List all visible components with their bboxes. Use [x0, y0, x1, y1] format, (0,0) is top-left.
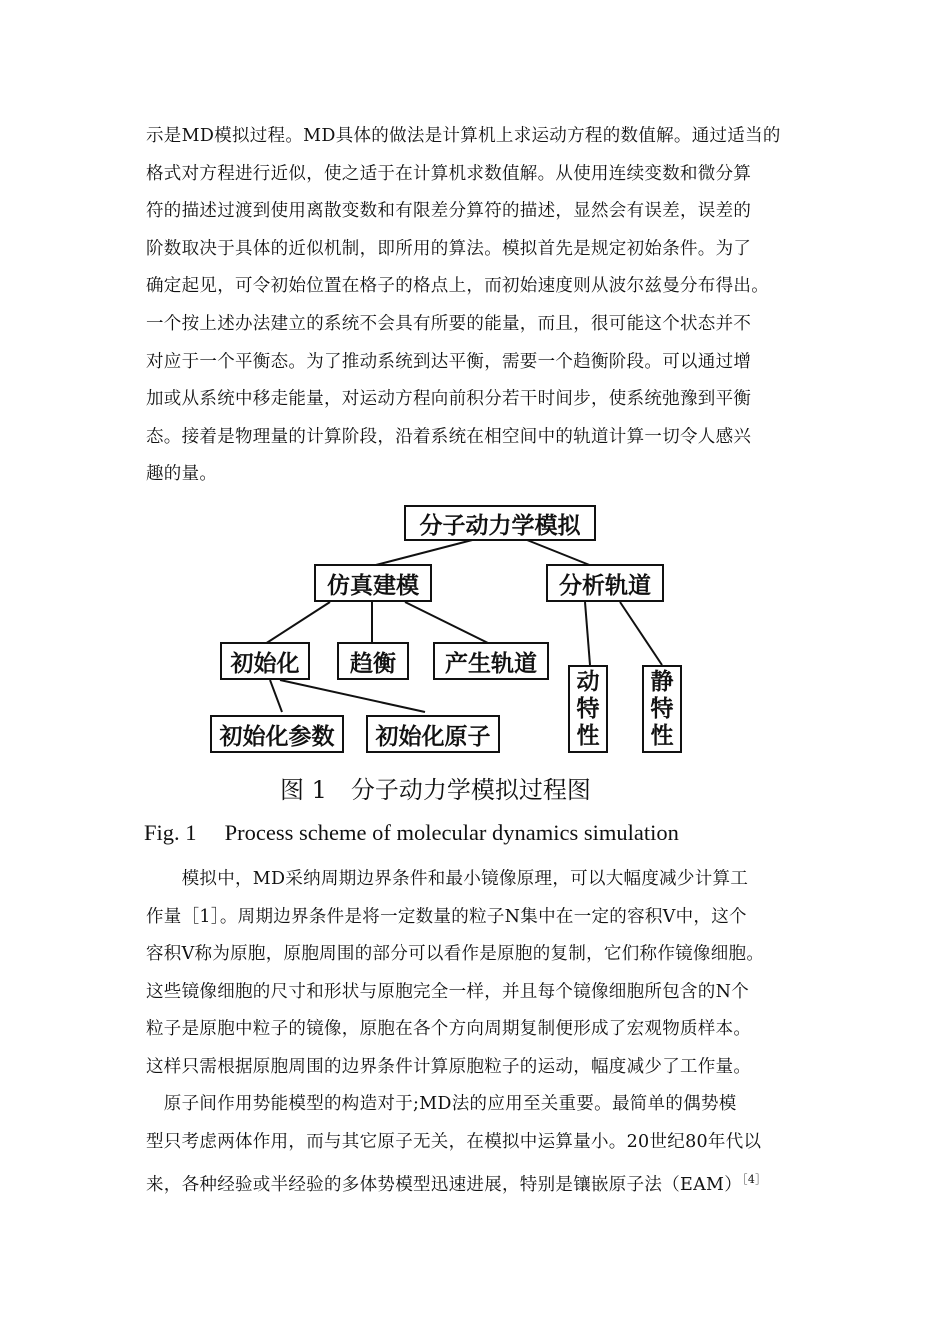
node-dynamic-properties [568, 665, 608, 753]
text-line: 态。接着是物理量的计算阶段，沿着系统在相空间中的轨道计算一切令人感兴 [146, 426, 752, 447]
node-static-properties [642, 665, 682, 753]
text-line: 原子间作用势能模型的构造对于;MD法的应用至关重要。最简单的偶势模 [146, 1094, 737, 1114]
text-line: 格式对方程进行近似，使之适于在计算机求数值解。从使用连续变数和微分算 [146, 163, 752, 184]
text-line: 容积V称为原胞，原胞周围的部分可以看作是原胞的复制，它们称作镜像细胞。 [146, 944, 765, 965]
text-line: 确定起见，可令初始位置在格子的格点上，而初始速度则从波尔兹曼分布得出。 [146, 276, 769, 297]
node-simulation-modeling [314, 564, 432, 602]
figure-caption-cn: 图 1 分子动力学模拟过程图 [280, 776, 591, 804]
paragraph-potential-models [146, 1086, 808, 1205]
connector-analysis-static [620, 602, 662, 665]
flowchart-figure [200, 497, 700, 759]
node-trajectory-analysis [546, 564, 664, 602]
node-label: 初始化 [230, 650, 300, 677]
connector-init-params [270, 680, 282, 712]
node-label: 分子动力学模拟 [419, 512, 581, 539]
node-label: 初始化原子 [375, 723, 491, 750]
connector-sim-traj [405, 602, 490, 644]
connector-root-sim [372, 538, 480, 566]
text-line: 阶数取决于具体的近似机制，即所用的算法。模拟首先是规定初始条件。为了 [146, 238, 752, 259]
text-line: 对应于一个平衡态。为了推动系统到达平衡，需要一个趋衡阶段。可以通过增 [146, 351, 752, 372]
node-label: 仿真建模 [327, 572, 419, 599]
node-label: 特 [650, 695, 674, 722]
connector-root-analysis [522, 538, 592, 566]
paragraph-md-process [146, 118, 808, 494]
connector-analysis-dynamic [585, 602, 590, 665]
connector-sim-init [265, 602, 330, 644]
text-line: 粒子是原胞中粒子的镜像，原胞在各个方向周期复制便形成了宏观物质样本。 [146, 1019, 752, 1040]
text-line: 模拟中，MD采纳周期边界条件和最小镜像原理，可以大幅度减少计算工 [146, 869, 749, 889]
node-label: 初始化参数 [219, 723, 335, 750]
text-line: 示是MD模拟过程。MD具体的做法是计算机上求运动方程的数值解。通过适当的 [146, 126, 781, 146]
node-md-simulation [404, 505, 596, 541]
citation-superscript: ［4］ [742, 1173, 767, 1187]
node-label: 性 [650, 722, 674, 749]
paragraph-periodic-boundary [146, 861, 808, 1087]
node-init-atoms [366, 715, 500, 753]
node-label: 分析轨道 [559, 572, 651, 599]
node-equilibration [337, 642, 409, 680]
text-line: 符的描述过渡到使用离散变数和有限差分算符的描述，显然会有误差，误差的 [146, 201, 752, 222]
text-line-content: 来，各种经验或半经验的多体势模型迅速进展，特别是镶嵌原子法（EAM） [146, 1175, 743, 1196]
text-line: 这样只需根据原胞周围的边界条件计算原胞粒子的运动，幅度减少了工作量。 [146, 1056, 752, 1077]
connector-init-atoms [280, 680, 425, 712]
text-line: 这些镜像细胞的尺寸和形状与原胞完全一样，并且每个镜像细胞所包含的N个 [146, 981, 750, 1002]
text-line: 加或从系统中移走能量，对运动方程向前积分若干时间步，使系统弛豫到平衡 [146, 389, 752, 410]
text-line: 作量［1］。周期边界条件是将一定数量的粒子N集中在一定的容积V中，这个 [146, 906, 747, 927]
node-label: 静 [650, 668, 674, 695]
text-line: 一个按上述办法建立的系统不会具有所要的能量，而且，很可能这个状态并不 [146, 313, 752, 334]
node-label: 动 [576, 668, 600, 695]
node-label: 性 [576, 722, 600, 749]
text-line [146, 1161, 808, 1204]
figure-caption-en: Fig. 1 Process scheme of molecular dynamics simulation [144, 820, 679, 845]
node-label: 产生轨道 [445, 650, 537, 677]
node-label: 特 [576, 695, 600, 722]
node-generate-trajectory [433, 642, 549, 680]
node-init-parameters [210, 715, 344, 753]
text-line: 型只考虑两体作用，而与其它原子无关，在模拟中运算量小。20世纪80年代以 [146, 1131, 762, 1152]
text-line: 趣的量。 [146, 464, 218, 485]
node-label: 趋衡 [350, 650, 396, 677]
node-initialization [220, 642, 310, 680]
